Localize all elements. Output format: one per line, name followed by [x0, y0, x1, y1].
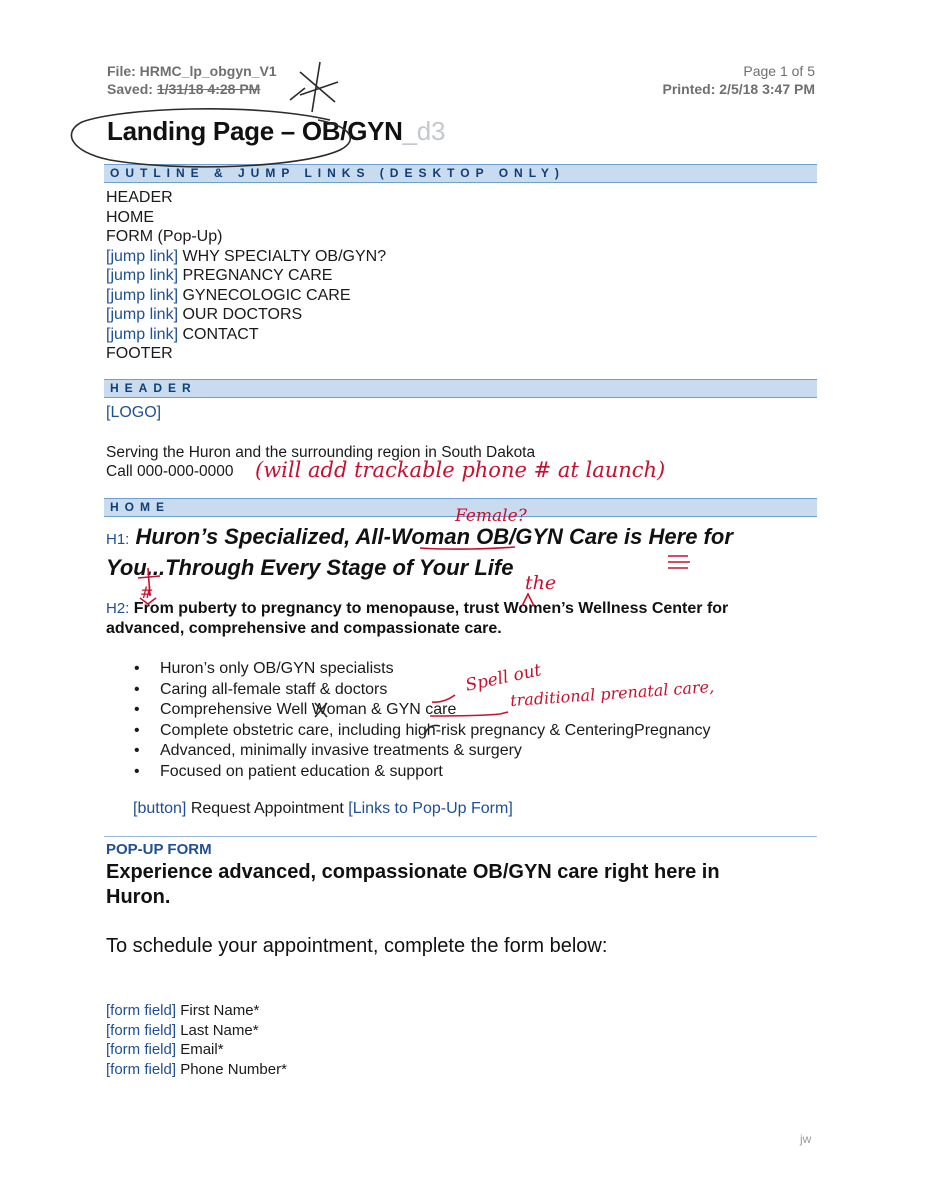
jump-link-tag: [jump link]: [106, 325, 179, 343]
printed-value: 2/5/18 3:47 PM: [719, 81, 815, 97]
button-tag: [button]: [133, 800, 187, 817]
popup-title-line-2: Huron.: [106, 886, 171, 908]
list-item: • Complete obstetric care, including high-risk pregnancy & CenteringPregnancy: [134, 721, 711, 742]
outline-item-contact[interactable]: [jump link] CONTACT: [106, 325, 259, 343]
h1-tag: H1:: [106, 531, 130, 548]
handwritten-female: Female?: [455, 506, 527, 526]
printed-label: Printed:: [662, 81, 716, 97]
saved-value: 1/31/18 4:28 PM: [156, 81, 261, 97]
outline-item: FORM (Pop-Up): [106, 228, 223, 245]
popup-title-line-1: Experience advanced, compassionate OB/GYN care right here in: [106, 861, 720, 883]
h2-tag: H2:: [106, 600, 130, 617]
section-bar-header-label: HEADER: [110, 381, 197, 395]
section-bar-home-label: HOME: [110, 500, 170, 514]
logo-placeholder: [LOGO]: [106, 404, 162, 421]
jump-link-tag: [jump link]: [106, 286, 179, 304]
outline-item-our-doctors[interactable]: [jump link] OUR DOCTORS: [106, 306, 303, 323]
well-woman-mark: [315, 703, 327, 717]
list-item: • Huron’s only OB/GYN specialists: [134, 659, 711, 680]
button-text: Request Appointment: [186, 800, 349, 817]
form-field-tag: [form field]: [106, 1002, 177, 1019]
button-link-note: [Links to Pop-Up Form]: [348, 800, 513, 817]
outline-item-pregnancy-care[interactable]: [jump link] PREGNANCY CARE: [106, 267, 333, 284]
section-bar-outline-label: OUTLINE & JUMP LINKS (DESKTOP ONLY): [110, 166, 565, 180]
page-number: Page 1 of 5: [743, 63, 815, 79]
form-field-tag: [form field]: [106, 1021, 177, 1039]
list-item: • Advanced, minimally invasive treatments & surgery: [134, 741, 711, 762]
form-field-tag: [form field]: [106, 1060, 177, 1078]
h2-line-1: From puberty to pregnancy to menopause, trust Women’s Wellness Center for: [133, 600, 729, 617]
last-name-field[interactable]: [form field] Last Name*: [106, 1021, 259, 1039]
list-item: • Comprehensive Well Woman & GYN care: [134, 700, 711, 721]
list-item: • Caring all-female staff & doctors: [134, 680, 711, 701]
saved-label: Saved:: [107, 81, 153, 97]
page-title-version: _d3: [402, 116, 446, 146]
serving-text: Serving the Huron and the surrounding region in South Dakota: [106, 444, 536, 461]
outline-item-gynecologic-care[interactable]: [jump link] GYNECOLOGIC CARE: [106, 286, 351, 304]
h1-line-2: You...Through Every Stage of Your Life: [106, 555, 514, 580]
h2-line-2: advanced, comprehensive and compassionate care.: [106, 620, 502, 637]
jump-link-tag: [jump link]: [106, 247, 179, 265]
caret-mark: [138, 568, 160, 596]
handwritten-the: the: [525, 572, 557, 594]
outline-item-why-specialty[interactable]: [jump link] WHY SPECIALTY OB/GYN?: [106, 247, 387, 265]
call-text: Call 000-000-0000: [106, 463, 234, 480]
high-risk-mark: [425, 725, 440, 735]
popup-heading: POP-UP FORM: [106, 841, 212, 858]
phone-number-field[interactable]: [form field] Phone Number*: [106, 1060, 287, 1078]
handwritten-hash: #: [140, 583, 154, 602]
jump-link-tag: [jump link]: [106, 306, 179, 323]
title-circle-mark: [71, 109, 350, 167]
list-item: • Focused on patient education & support: [134, 762, 711, 783]
equals-mark: [668, 556, 690, 568]
h1-line-1: Huron’s Specialized, All-Woman OB/GYN Care is Here for: [135, 524, 733, 549]
woman-underline-mark: [420, 547, 515, 549]
file-label: File:: [107, 63, 136, 79]
asterisk-mark: [290, 62, 338, 112]
handwritten-prenatal: traditional prenatal care,: [509, 676, 715, 711]
handwritten-spell-out: Spell out: [463, 660, 544, 696]
insert-the-mark: [522, 594, 534, 606]
outline-item: FOOTER: [106, 345, 173, 362]
spell-out-hook-mark: [432, 695, 455, 702]
outline-item: HEADER: [106, 189, 173, 206]
jump-link-tag: [jump link]: [106, 267, 179, 284]
page-title-main: Landing Page – OB/GYN: [107, 116, 403, 146]
first-name-field[interactable]: [form field] First Name*: [106, 1002, 260, 1019]
gyn-underline-mark: [430, 712, 508, 716]
popup-subtitle: To schedule your appointment, complete the form below:: [106, 935, 608, 957]
outline-item: HOME: [106, 208, 154, 226]
file-name: HRMC_lp_obgyn_V1: [139, 63, 277, 79]
email-field[interactable]: [form field] Email*: [106, 1041, 224, 1058]
form-field-tag: [form field]: [106, 1041, 177, 1058]
insert-mark-h2: [140, 598, 156, 604]
initials: jw: [800, 1132, 812, 1146]
handwritten-phone-note: (will add trackable phone # at launch): [255, 458, 666, 482]
